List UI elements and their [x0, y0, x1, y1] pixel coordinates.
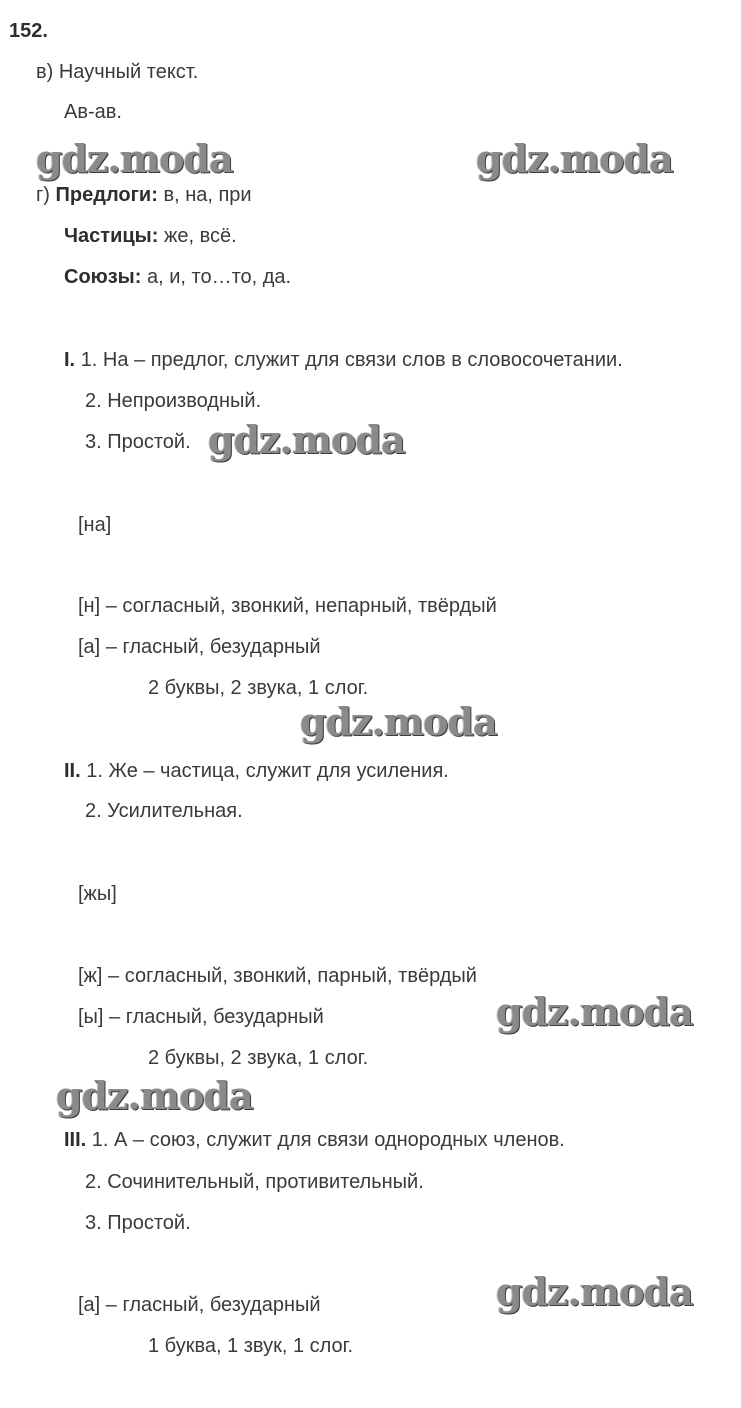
analysis-1-summary: 2 буквы, 2 звука, 1 слог. [148, 677, 369, 699]
analysis-3-line1-text: 1. А – союз, служит для связи однородных членов. [91, 1129, 565, 1151]
analysis-2-line2: 2. Усилительная. [85, 800, 243, 822]
exercise-number: 152. [9, 20, 48, 42]
analysis-3-sound1: [а] – гласный, безударный [78, 1294, 321, 1316]
analysis-1-line2: 2. Непроизводный. [85, 390, 262, 412]
analysis-1-numeral: I. [64, 349, 76, 371]
analysis-3-summary: 1 буква, 1 звук, 1 слог. [148, 1335, 354, 1357]
part-g-conjunctions [64, 265, 291, 289]
watermark: gdz.moda [476, 136, 673, 181]
watermark: gdz.moda [56, 1073, 253, 1118]
watermark: gdz.moda [36, 136, 233, 181]
analysis-2-numeral: II. [64, 760, 81, 782]
conjunctions-value: а, и, то…то, да. [146, 266, 292, 288]
part-v-prefix: в) [36, 61, 54, 83]
conjunctions-label: Союзы: [64, 266, 142, 288]
part-g-particles [64, 224, 237, 248]
analysis-3-line1 [64, 1128, 565, 1152]
analysis-2-sound2: [ы] – гласный, безударный [78, 1006, 324, 1028]
part-g-prepositions [36, 183, 252, 207]
prepositions-label: Предлоги: [55, 184, 158, 206]
analysis-2-summary: 2 буквы, 2 звука, 1 слог. [148, 1047, 369, 1069]
analysis-2-line1-text: 1. Же – частица, служит для усиления. [86, 760, 449, 782]
analysis-1-line1 [64, 348, 623, 372]
analysis-2-sound1: [ж] – согласный, звонкий, парный, твёрдый [78, 965, 477, 987]
prepositions-value: в, на, при [163, 184, 252, 206]
analysis-2-line1 [64, 759, 449, 783]
part-v-body: Ав-ав. [64, 101, 122, 123]
analysis-3-numeral: III. [64, 1129, 87, 1151]
analysis-1-line3: 3. Простой. [85, 431, 191, 453]
analysis-1-sound2: [а] – гласный, безударный [78, 636, 321, 658]
analysis-1-sound1: [н] – согласный, звонкий, непарный, твёрдый [78, 595, 497, 617]
watermark: gdz.moda [300, 699, 497, 744]
part-v-title: Научный текст. [58, 61, 199, 83]
watermark: gdz.moda [496, 989, 693, 1034]
analysis-2-transcription: [жы] [78, 883, 117, 905]
watermark: gdz.moda [496, 1269, 693, 1314]
analysis-3-line3: 3. Простой. [85, 1212, 191, 1234]
watermark: gdz.moda [208, 417, 405, 462]
analysis-1-line1-text: 1. На – предлог, служит для связи слов в словосочетании. [80, 349, 623, 371]
part-v-heading [36, 60, 198, 84]
particles-label: Частицы: [64, 225, 159, 247]
part-g-prefix: г) [36, 184, 50, 206]
analysis-1-transcription: [на] [78, 514, 112, 536]
analysis-3-line2: 2. Сочинительный, противительный. [85, 1171, 424, 1193]
particles-value: же, всё. [164, 225, 237, 247]
